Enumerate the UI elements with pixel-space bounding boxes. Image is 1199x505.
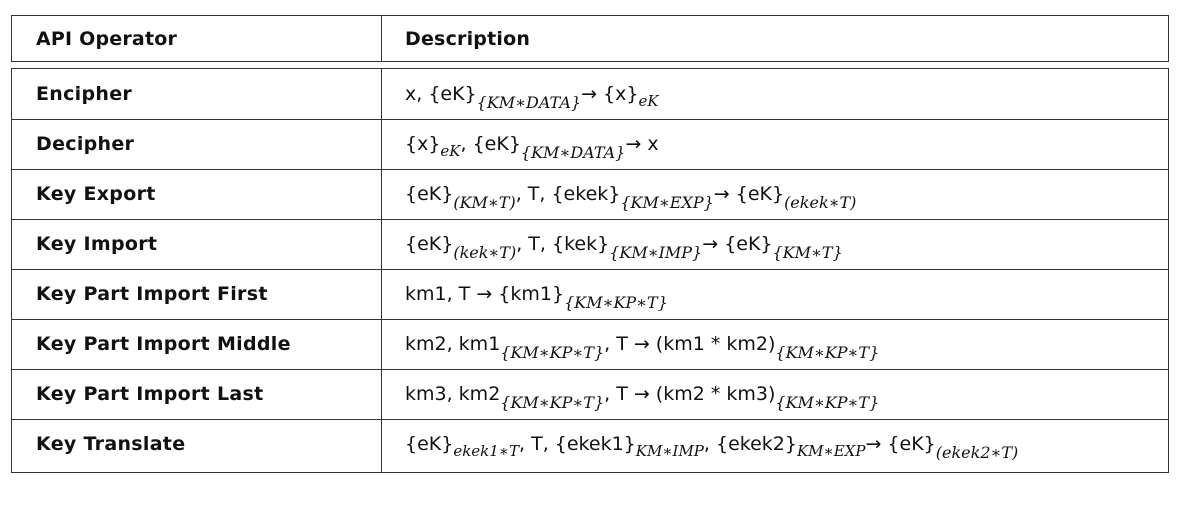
table-row (12, 119, 1168, 169)
operator-name: Key Import (36, 233, 158, 255)
table-row (12, 69, 1168, 119)
operator-name: Key Part Import First (36, 283, 268, 305)
table-row (12, 369, 1168, 419)
operator-description: x, {eK} {KM∗DATA} → {x} eK (405, 83, 659, 112)
operator-description: {x} eK , {eK} {KM∗DATA} → x (405, 133, 659, 162)
header-api-operator: API Operator (36, 27, 178, 50)
operator-name: Encipher (36, 83, 133, 105)
table-header (11, 15, 1169, 62)
operator-name: Key Part Import Last (36, 383, 264, 405)
table-row (12, 269, 1168, 319)
operator-name: Key Part Import Middle (36, 333, 291, 355)
table-row (12, 169, 1168, 219)
table-body (11, 68, 1169, 473)
operator-name: Key Export (36, 183, 156, 205)
table-row (12, 219, 1168, 269)
column-divider (381, 16, 382, 61)
operator-description: km1, T → {km1} {KM∗KP∗T} (405, 283, 668, 312)
operator-description: km2, km1 {KM∗KP∗T} , T → (km1 * km2) {KM∗KP∗T} (405, 333, 880, 362)
operator-description: {eK} (KM∗T) , T, {ekek} {KM∗EXP} → {eK} (ekek∗T) (405, 183, 857, 212)
operator-description: {eK} (kek∗T) , T, {kek} {KM∗IMP} → {eK} {KM∗T} (405, 233, 843, 262)
operator-description: {eK} ekek1∗T , T, {ekek1} KM∗IMP , {ekek2} KM∗EXP → {eK} (ekek2∗T) (405, 433, 1019, 462)
operator-description: km3, km2 {KM∗KP∗T} , T → (km2 * km3) {KM∗KP∗T} (405, 383, 880, 412)
table-row (12, 319, 1168, 369)
header-description: Description (405, 27, 531, 50)
table-row (12, 419, 1168, 469)
operator-name: Decipher (36, 133, 135, 155)
operator-name: Key Translate (36, 433, 186, 455)
